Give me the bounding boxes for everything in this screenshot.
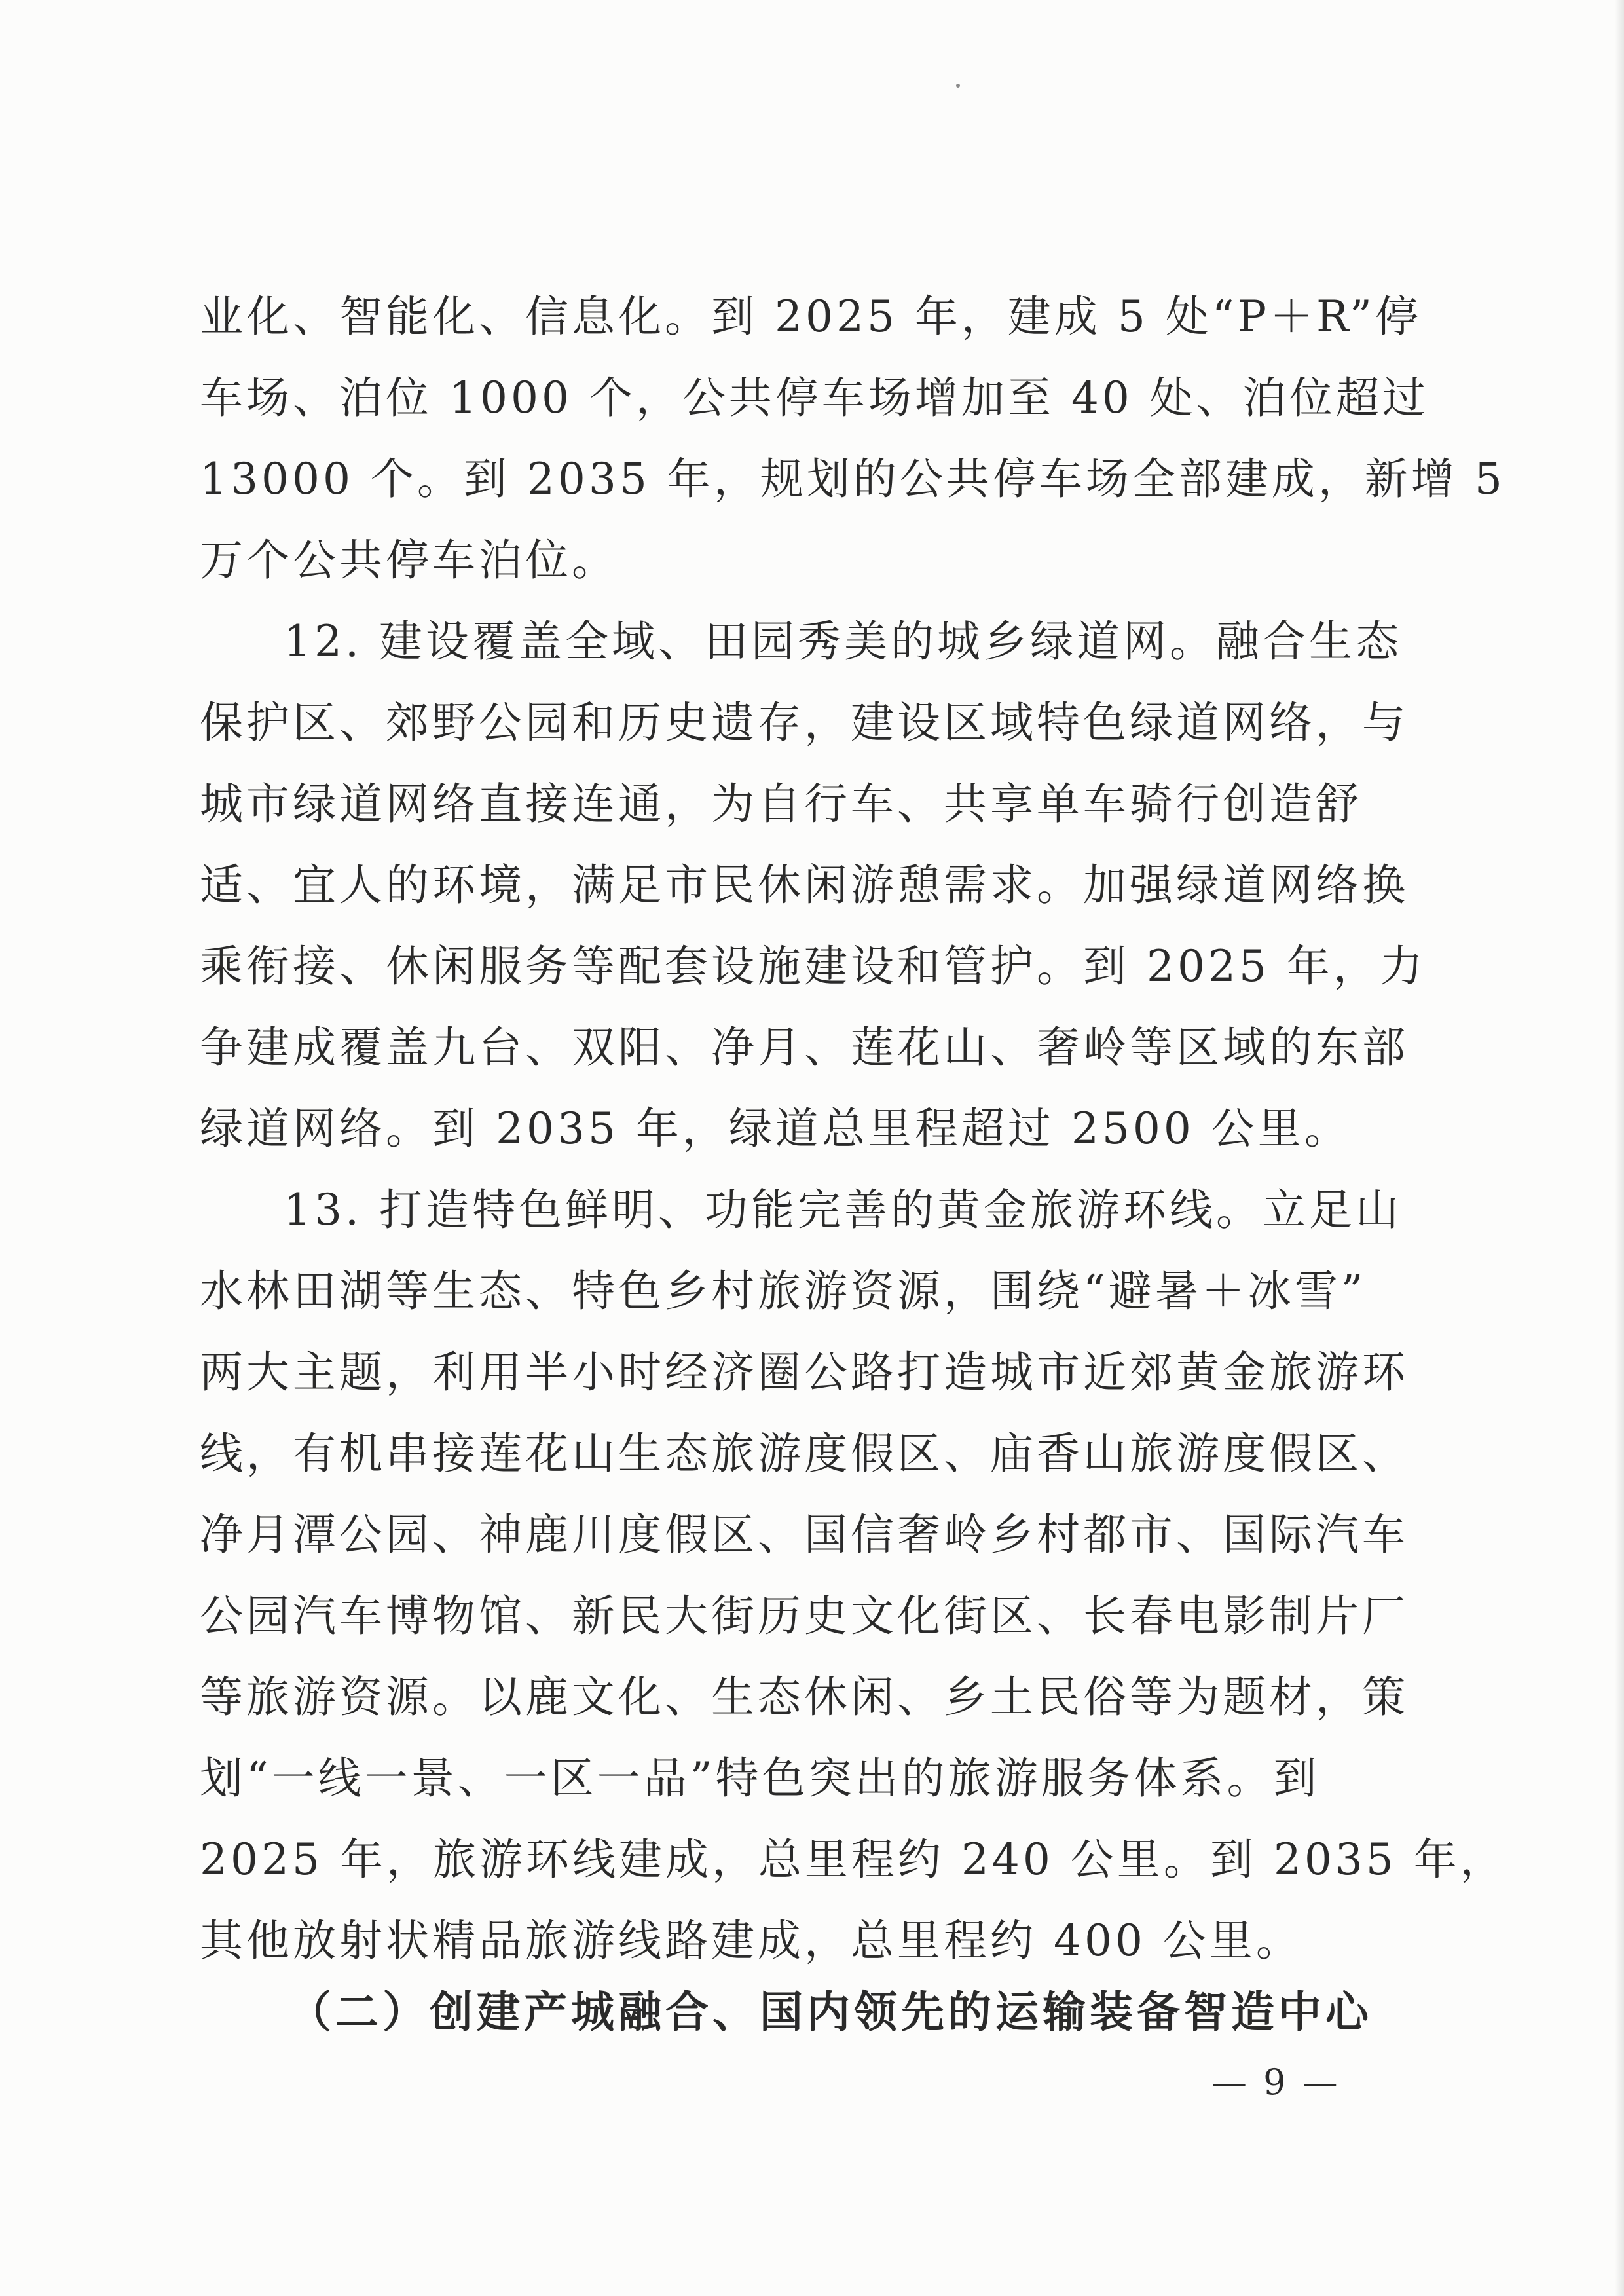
text-line: 保护区、郊野公园和历史遗存，建设区域特色绿道网络，与 <box>200 697 1409 748</box>
text-line: 公园汽车博物馆、新民大街历史文化街区、长春电影制片厂 <box>200 1591 1409 1641</box>
page-number: — 9 — <box>1211 2062 1340 2103</box>
text-line: 乘衔接、休闲服务等配套设施建设和管护。到 2025 年，力 <box>200 941 1426 991</box>
text-line: 净月潭公园、神鹿川度假区、国信奢岭乡村都市、国际汽车 <box>200 1509 1409 1560</box>
section-heading: （二）创建产城融合、国内领先的运输装备智造中心 <box>288 1986 1373 2037</box>
scan-speck <box>956 84 960 88</box>
text-line: 其他放射状精品旅游线路建成，总里程约 400 公里。 <box>200 1916 1302 1966</box>
text-line: 城市绿道网络直接连通，为自行车、共享单车骑行创造舒 <box>200 779 1362 829</box>
text-line: 划“一线一景、一区一品”特色突出的旅游服务体系。到 <box>200 1753 1320 1804</box>
text-line: 水林田湖等生态、特色乡村旅游资源，围绕“避暑＋冰雪” <box>200 1266 1367 1316</box>
text-line: 13. 打造特色鲜明、功能完善的黄金旅游环线。立足山 <box>284 1185 1402 1235</box>
text-line: 2025 年，旅游环线建成，总里程约 240 公里。到 2035 年， <box>200 1834 1507 1885</box>
text-line: 绿道网络。到 2035 年，绿道总里程超过 2500 公里。 <box>200 1103 1351 1154</box>
text-line: 业化、智能化、信息化。到 2025 年，建成 5 处“P＋R”停 <box>200 291 1422 342</box>
text-line: 等旅游资源。以鹿文化、生态休闲、乡土民俗等为题材，策 <box>200 1672 1409 1722</box>
text-line: 12. 建设覆盖全域、田园秀美的城乡绿道网。融合生态 <box>284 616 1402 667</box>
text-line: 争建成覆盖九台、双阳、净月、莲花山、奢岭等区域的东部 <box>200 1022 1409 1073</box>
text-line: 适、宜人的环境，满足市民休闲游憩需求。加强绿道网络换 <box>200 860 1409 910</box>
text-line: 13000 个。到 2035 年，规划的公共停车场全部建成，新增 5 <box>200 454 1505 504</box>
text-line: 万个公共停车泊位。 <box>200 535 618 585</box>
page-edge <box>1615 0 1624 2296</box>
text-line: 两大主题，利用半小时经济圈公路打造城市近郊黄金旅游环 <box>200 1347 1409 1398</box>
text-line: 线，有机串接莲花山生态旅游度假区、庙香山旅游度假区、 <box>200 1428 1409 1479</box>
text-line: 车场、泊位 1000 个，公共停车场增加至 40 处、泊位超过 <box>200 373 1429 423</box>
